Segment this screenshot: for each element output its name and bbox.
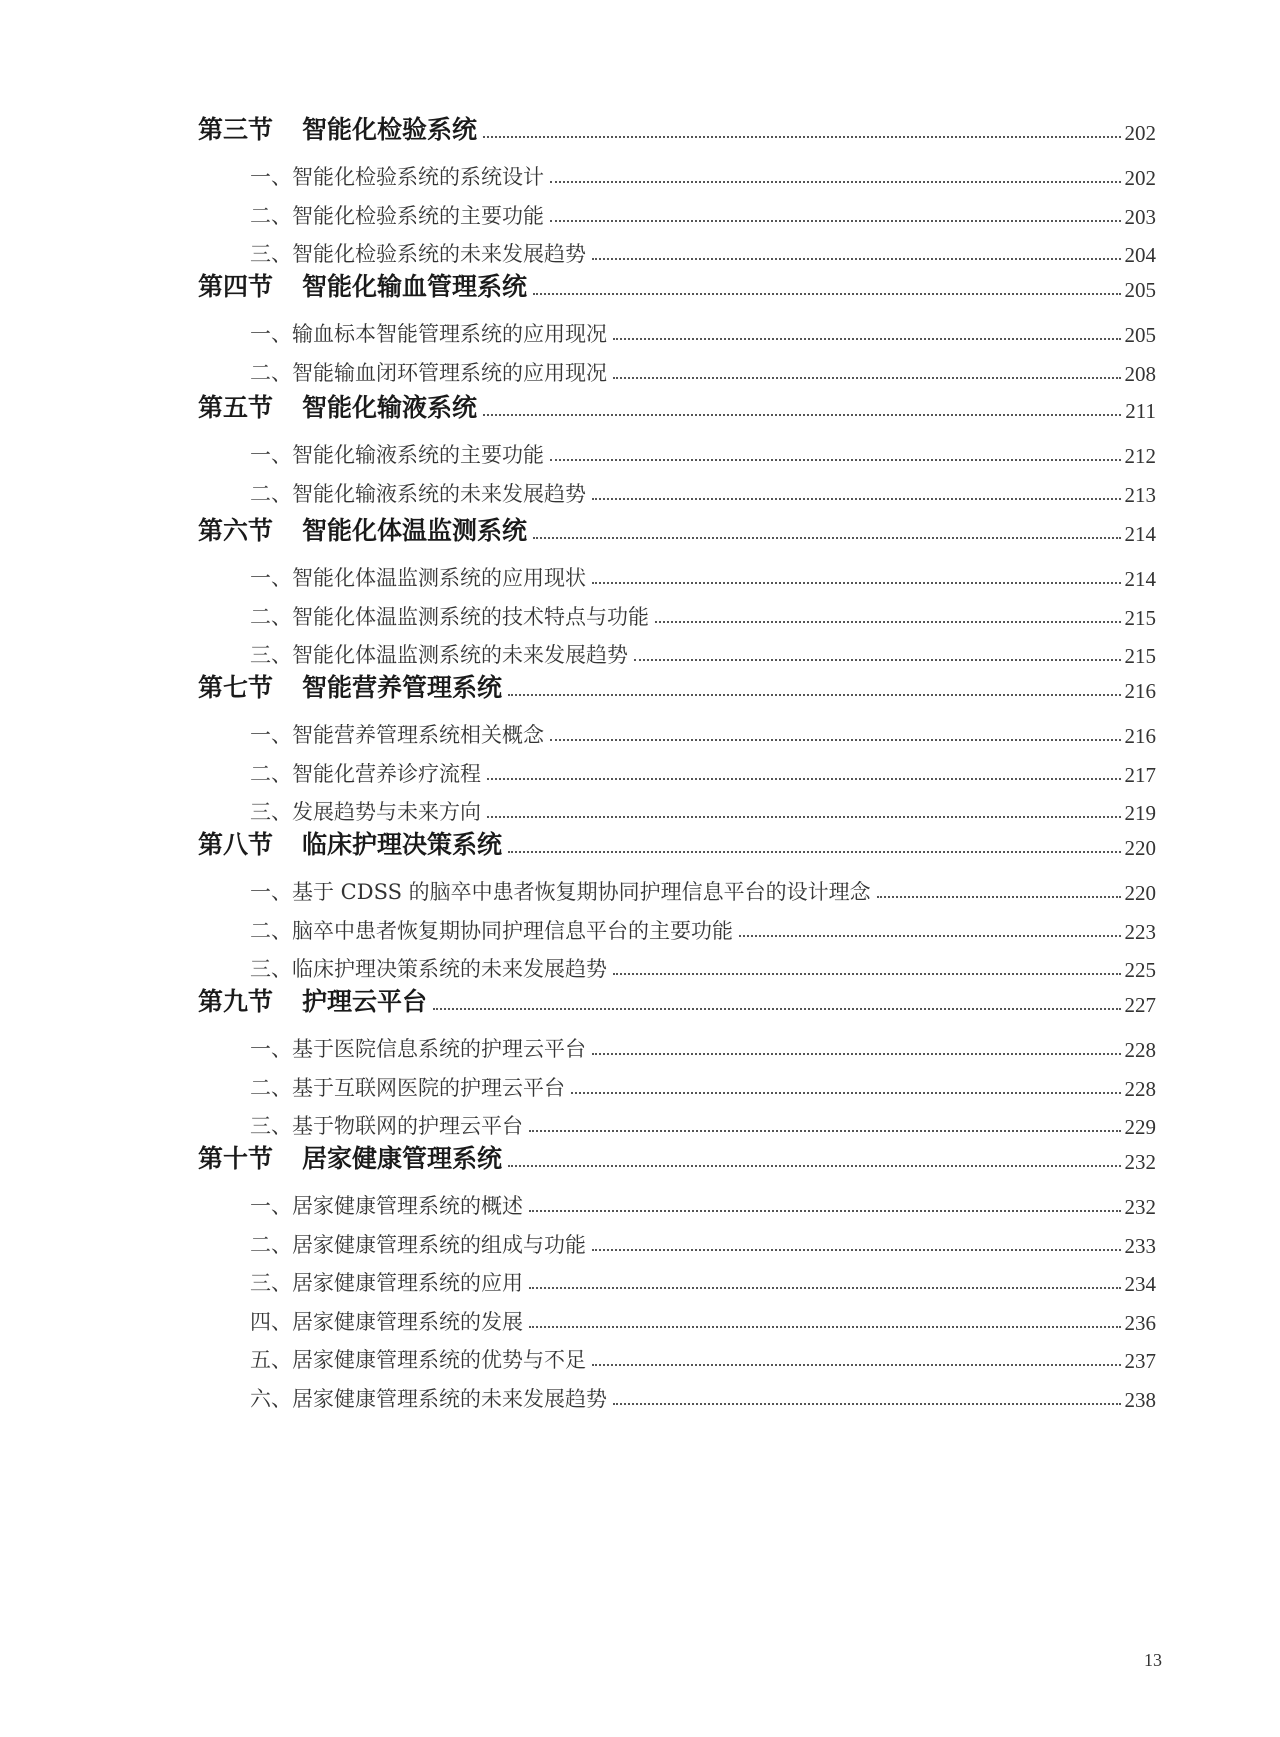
toc-item-row[interactable] bbox=[250, 1261, 1156, 1297]
section-page-number: 214 bbox=[1124, 522, 1156, 546]
item-page-number: 217 bbox=[1124, 763, 1156, 787]
toc-item-row[interactable] bbox=[250, 472, 1156, 508]
toc-item-row[interactable] bbox=[250, 155, 1156, 191]
dot-leader bbox=[592, 258, 1121, 260]
section-page-number: 202 bbox=[1124, 121, 1156, 145]
page-number: 13 bbox=[1144, 1650, 1162, 1670]
dot-leader bbox=[529, 1210, 1121, 1212]
item-title: 四、居家健康管理系统的发展 bbox=[250, 1310, 523, 1334]
item-page-number: 213 bbox=[1124, 483, 1156, 507]
dot-leader bbox=[529, 1287, 1121, 1289]
section-title: 智能化输液系统 bbox=[302, 393, 478, 422]
item-page-number: 216 bbox=[1124, 724, 1156, 748]
dot-leader bbox=[550, 739, 1121, 741]
item-title: 一、智能化检验系统的系统设计 bbox=[250, 165, 544, 189]
dot-leader bbox=[550, 459, 1121, 461]
item-title: 二、智能化检验系统的主要功能 bbox=[250, 204, 544, 228]
toc-section-row[interactable] bbox=[198, 1139, 1156, 1175]
dot-leader bbox=[483, 136, 1120, 138]
item-page-number: 223 bbox=[1124, 920, 1156, 944]
item-title: 一、输血标本智能管理系统的应用现况 bbox=[250, 322, 607, 346]
dot-leader bbox=[592, 582, 1121, 584]
section-page-number: 216 bbox=[1124, 679, 1156, 703]
dot-leader bbox=[592, 1249, 1121, 1251]
toc-item-row[interactable] bbox=[250, 312, 1156, 348]
dot-leader bbox=[487, 816, 1121, 818]
toc-section-row[interactable] bbox=[198, 388, 1156, 424]
item-page-number: 203 bbox=[1124, 205, 1156, 229]
toc-item-row[interactable] bbox=[250, 351, 1156, 387]
dot-leader bbox=[529, 1326, 1121, 1328]
item-title: 三、发展趋势与未来方向 bbox=[250, 800, 481, 824]
section-label: 第九节 bbox=[198, 987, 274, 1016]
dot-leader bbox=[571, 1092, 1121, 1094]
dot-leader bbox=[613, 338, 1121, 340]
dot-leader bbox=[634, 659, 1121, 661]
section-page-number: 220 bbox=[1124, 836, 1156, 860]
dot-leader bbox=[655, 621, 1121, 623]
toc-item-row[interactable] bbox=[250, 752, 1156, 788]
toc-item-row[interactable] bbox=[250, 1377, 1156, 1413]
toc-item-row[interactable] bbox=[250, 1066, 1156, 1102]
item-page-number: 238 bbox=[1124, 1388, 1156, 1412]
item-page-number: 204 bbox=[1124, 243, 1156, 267]
toc-item-row[interactable] bbox=[250, 232, 1156, 268]
item-title: 三、临床护理决策系统的未来发展趋势 bbox=[250, 957, 607, 981]
dot-leader bbox=[877, 896, 1121, 898]
dot-leader bbox=[508, 694, 1120, 696]
item-page-number: 219 bbox=[1124, 801, 1156, 825]
section-title: 护理云平台 bbox=[302, 987, 428, 1016]
item-title: 二、脑卒中患者恢复期协同护理信息平台的主要功能 bbox=[250, 919, 733, 943]
item-page-number: 212 bbox=[1124, 444, 1156, 468]
section-page-number: 205 bbox=[1124, 278, 1156, 302]
item-title: 二、智能化输液系统的未来发展趋势 bbox=[250, 482, 586, 506]
item-page-number: 233 bbox=[1124, 1234, 1156, 1258]
item-page-number: 237 bbox=[1124, 1349, 1156, 1373]
section-title: 居家健康管理系统 bbox=[302, 1144, 503, 1173]
item-page-number: 236 bbox=[1124, 1311, 1156, 1335]
toc-item-row[interactable] bbox=[250, 1338, 1156, 1374]
item-title: 二、居家健康管理系统的组成与功能 bbox=[250, 1233, 586, 1257]
item-title: 三、基于物联网的护理云平台 bbox=[250, 1114, 523, 1138]
item-title: 二、智能输血闭环管理系统的应用现况 bbox=[250, 361, 607, 385]
item-title: 三、智能化体温监测系统的未来发展趋势 bbox=[250, 643, 628, 667]
section-label: 第四节 bbox=[198, 272, 274, 301]
section-title: 智能化输血管理系统 bbox=[302, 272, 528, 301]
item-page-number: 202 bbox=[1124, 166, 1156, 190]
toc-section-row[interactable] bbox=[198, 825, 1156, 861]
item-page-number: 215 bbox=[1124, 644, 1156, 668]
toc-item-row[interactable] bbox=[250, 194, 1156, 230]
item-page-number: 215 bbox=[1124, 606, 1156, 630]
dot-leader bbox=[550, 220, 1121, 222]
toc-section-row[interactable] bbox=[198, 511, 1156, 547]
dot-leader bbox=[613, 377, 1121, 379]
toc-section-row[interactable] bbox=[198, 110, 1156, 146]
dot-leader bbox=[529, 1130, 1121, 1132]
dot-leader bbox=[613, 1403, 1121, 1405]
toc-item-row[interactable] bbox=[250, 1104, 1156, 1140]
item-title: 一、智能化体温监测系统的应用现状 bbox=[250, 566, 586, 590]
toc-item-row[interactable] bbox=[250, 947, 1156, 983]
item-title: 五、居家健康管理系统的优势与不足 bbox=[250, 1348, 586, 1372]
dot-leader bbox=[533, 537, 1120, 539]
dot-leader bbox=[508, 851, 1120, 853]
toc-item-row[interactable] bbox=[250, 1027, 1156, 1063]
item-title: 三、智能化检验系统的未来发展趋势 bbox=[250, 242, 586, 266]
toc-item-row[interactable] bbox=[250, 433, 1156, 469]
section-page-number: 227 bbox=[1124, 993, 1156, 1017]
toc-item-row[interactable] bbox=[250, 909, 1156, 945]
toc-item-row[interactable] bbox=[250, 1300, 1156, 1336]
section-label: 第三节 bbox=[198, 115, 274, 144]
item-page-number: 205 bbox=[1124, 323, 1156, 347]
toc-item-row[interactable] bbox=[250, 595, 1156, 631]
item-title: 一、基于医院信息系统的护理云平台 bbox=[250, 1037, 586, 1061]
dot-leader bbox=[592, 498, 1121, 500]
section-page-number: 211 bbox=[1125, 399, 1156, 423]
dot-leader bbox=[533, 293, 1120, 295]
item-page-number: 220 bbox=[1124, 881, 1156, 905]
item-page-number: 229 bbox=[1124, 1115, 1156, 1139]
toc-item-row[interactable] bbox=[250, 870, 1156, 906]
item-title: 二、智能化营养诊疗流程 bbox=[250, 762, 481, 786]
toc-section-row[interactable] bbox=[198, 668, 1156, 704]
item-title: 六、居家健康管理系统的未来发展趋势 bbox=[250, 1387, 607, 1411]
toc-item-row[interactable] bbox=[250, 790, 1156, 826]
section-label: 第六节 bbox=[198, 516, 274, 545]
section-label: 第七节 bbox=[198, 673, 274, 702]
section-title: 智能化检验系统 bbox=[302, 115, 478, 144]
dot-leader bbox=[550, 181, 1121, 183]
section-page-number: 232 bbox=[1124, 1150, 1156, 1174]
section-title: 智能营养管理系统 bbox=[302, 673, 503, 702]
dot-leader bbox=[483, 414, 1121, 416]
dot-leader bbox=[592, 1364, 1121, 1366]
dot-leader bbox=[592, 1053, 1121, 1055]
dot-leader bbox=[739, 935, 1121, 937]
dot-leader bbox=[433, 1008, 1120, 1010]
toc-section-row[interactable] bbox=[198, 982, 1156, 1018]
item-page-number: 225 bbox=[1124, 958, 1156, 982]
section-title: 临床护理决策系统 bbox=[302, 830, 503, 859]
section-label: 第五节 bbox=[198, 393, 274, 422]
item-title: 一、智能化输液系统的主要功能 bbox=[250, 443, 544, 467]
toc-item-row[interactable] bbox=[250, 556, 1156, 592]
dot-leader bbox=[487, 778, 1121, 780]
toc-item-row[interactable] bbox=[250, 713, 1156, 749]
toc-section-row[interactable] bbox=[198, 267, 1156, 303]
toc-item-row[interactable] bbox=[250, 1184, 1156, 1220]
item-page-number: 228 bbox=[1124, 1077, 1156, 1101]
item-title: 一、居家健康管理系统的概述 bbox=[250, 1194, 523, 1218]
toc-item-row[interactable] bbox=[250, 1223, 1156, 1259]
item-title: 二、基于互联网医院的护理云平台 bbox=[250, 1076, 565, 1100]
item-page-number: 214 bbox=[1124, 567, 1156, 591]
section-title: 智能化体温监测系统 bbox=[302, 516, 528, 545]
dot-leader bbox=[613, 973, 1121, 975]
section-label: 第八节 bbox=[198, 830, 274, 859]
item-page-number: 232 bbox=[1124, 1195, 1156, 1219]
item-title: 三、居家健康管理系统的应用 bbox=[250, 1271, 523, 1295]
item-title: 二、智能化体温监测系统的技术特点与功能 bbox=[250, 605, 649, 629]
toc-item-row[interactable] bbox=[250, 633, 1156, 669]
item-page-number: 234 bbox=[1124, 1272, 1156, 1296]
section-label: 第十节 bbox=[198, 1144, 274, 1173]
item-title: 一、基于 CDSS 的脑卒中患者恢复期协同护理信息平台的设计理念 bbox=[250, 880, 871, 904]
item-page-number: 208 bbox=[1124, 362, 1156, 386]
dot-leader bbox=[508, 1165, 1120, 1167]
item-page-number: 228 bbox=[1124, 1038, 1156, 1062]
item-title: 一、智能营养管理系统相关概念 bbox=[250, 723, 544, 747]
